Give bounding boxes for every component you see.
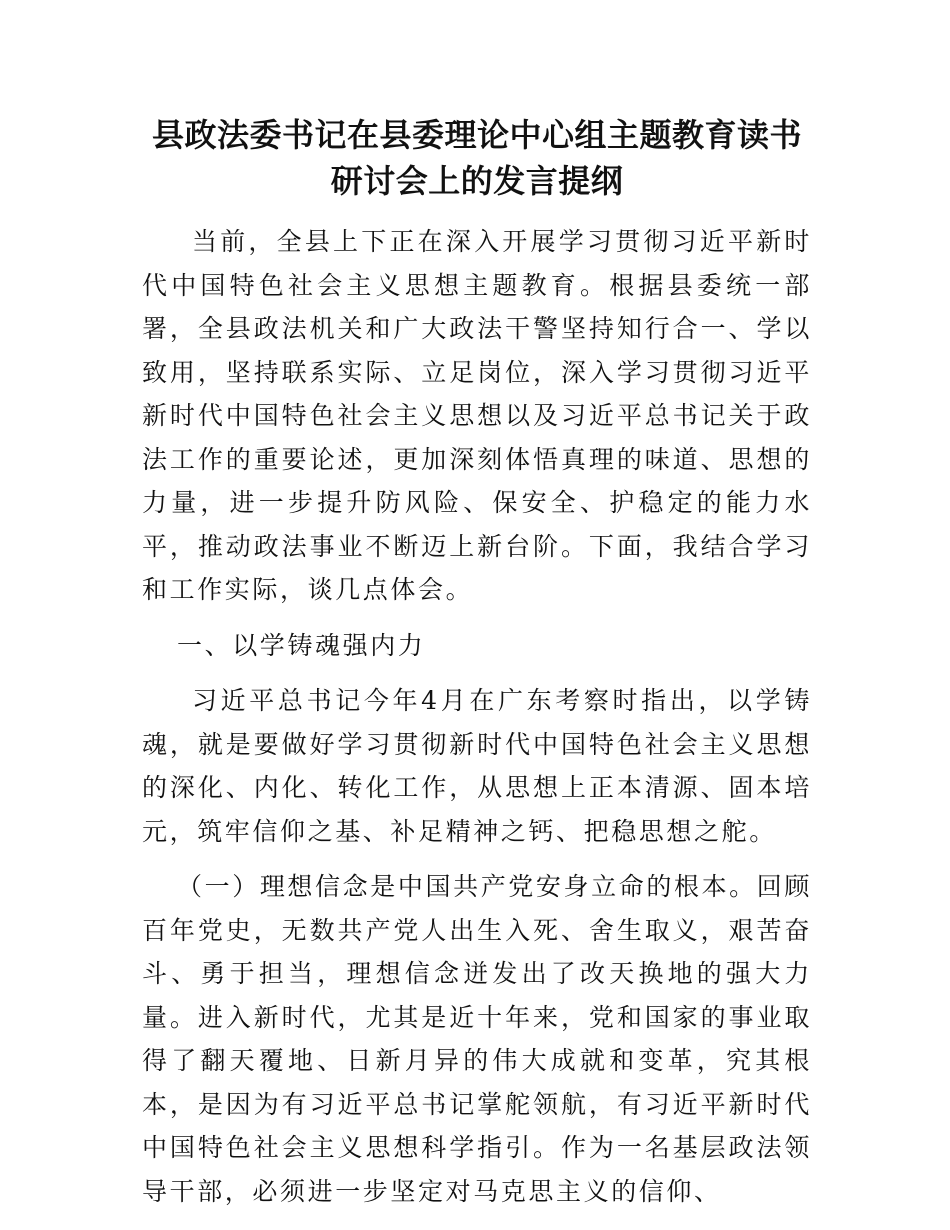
section-1-heading: 一、以学铸魂强内力 [177, 630, 426, 660]
section-1-paragraph: 习近平总书记今年4月在广东考察时指出，以学铸魂，就是要做好学习贯彻新时代中国特色社会主义思想的深化、内化、转化工作，从思想上正本清源、固本培元，筑牢信仰之基、补足精神之钙、把稳思想之舵。 [142, 686, 812, 846]
document-page [142, 112, 812, 1213]
subsection-1-paragraph: （一）理想信念是中国共产党安身立命的根本。回顾百年党史，无数共产党人出生入死、舍生取义，艰苦奋斗、勇于担当，理想信念迸发出了改天换地的强大力量。进入新时代，尤其是近十年来，党和国家的事业取得了翻天覆地、日新月异的伟大成就和变革，究其根本，是因为有习近平总书记掌舵领航，有习近平新时代中国特色社会主义思想科学指引。作为一名基层政法领导干部，必须进一步坚定对马克思主义的信仰、 [142, 872, 812, 1206]
title-line-1: 县政法委书记在县委理论中心组主题教育读书 [151, 116, 802, 154]
intro-paragraph: 当前，全县上下正在深入开展学习贯彻习近平新时代中国特色社会主义思想主题教育。根据县委统一部署，全县政法机关和广大政法干警坚持知行合一、学以致用，坚持联系实际、立足岗位，深入学习贯彻习近平新时代中国特色社会主义思想以及习近平总书记关于政法工作的重要论述，更加深刻体悟真理的味道、思想的力量，进一步提升防风险、保安全、护稳定的能力水平，推动政法事业不断迈上新台阶。下面，我结合学习和工作实际，谈几点体会。 [142, 227, 812, 604]
title-line-2: 研讨会上的发言提纲 [330, 162, 624, 200]
document-title [142, 112, 812, 204]
